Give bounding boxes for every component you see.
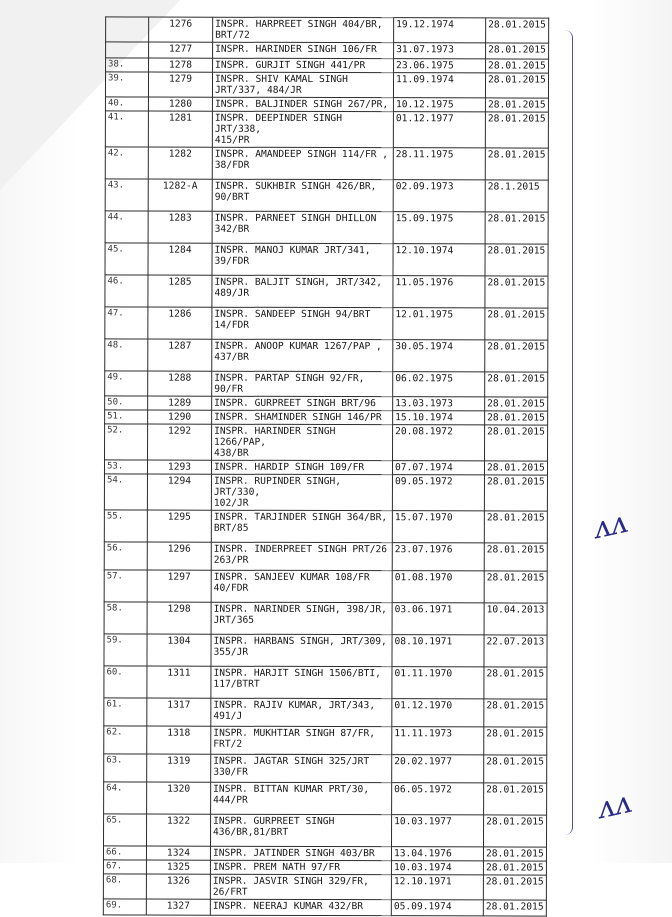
seniority-number-cell: 1281 xyxy=(148,111,212,147)
date-of-birth-cell: 09.05.1972 xyxy=(392,475,484,511)
promotion-date-cell: 28.01.2015 xyxy=(484,475,547,511)
table-row xyxy=(105,410,548,425)
seniority-number-cell: 1324 xyxy=(146,846,210,860)
serial-number-cell: 66. xyxy=(103,846,146,860)
serial-number-cell: 48. xyxy=(105,339,148,371)
table-row xyxy=(104,570,547,603)
table-row xyxy=(105,396,548,411)
serial-number-cell: 52. xyxy=(105,424,148,460)
name-cell: INSPR. HARINDER SINGH 106/FR xyxy=(213,42,394,58)
date-of-birth-cell: 05.09.1974 xyxy=(391,900,483,916)
table-row xyxy=(105,179,548,212)
promotion-date-cell: 28.01.2015 xyxy=(485,397,548,411)
table-row xyxy=(104,634,547,667)
seniority-number-cell: 1293 xyxy=(147,460,211,474)
name-cell: INSPR. HARPREET SINGH 404/BR, BRT/72 xyxy=(213,17,394,42)
serial-number-cell: 65. xyxy=(104,814,147,846)
date-of-birth-cell: 01.12.1977 xyxy=(393,112,485,148)
promotion-date-cell: 28.01.2015 xyxy=(484,667,547,699)
date-of-birth-cell: 11.09.1974 xyxy=(393,73,485,98)
name-cell: INSPR. SHIV KAMAL SINGH JRT/337, 484/JR xyxy=(212,72,393,97)
table-row xyxy=(105,339,548,372)
table-row xyxy=(104,782,547,815)
promotion-date-cell: 28.01.2015 xyxy=(484,571,547,603)
promotion-date-cell: 28.01.2015 xyxy=(485,73,548,98)
seniority-number-cell: 1322 xyxy=(147,814,211,846)
seniority-number-cell: 1288 xyxy=(148,371,212,396)
name-cell: INSPR. HARDIP SINGH 109/FR xyxy=(211,460,392,474)
serial-number-cell: 62. xyxy=(104,726,147,754)
table-row xyxy=(104,602,547,635)
promotion-date-cell: 28.01.2015 xyxy=(484,783,547,815)
date-of-birth-cell: 01.11.1970 xyxy=(392,667,484,699)
seniority-number-cell: 1320 xyxy=(147,782,211,814)
seniority-number-cell: 1279 xyxy=(148,72,212,97)
name-cell: INSPR. PARTAP SINGH 92/FR, 90/FR xyxy=(212,371,393,396)
serial-number-cell xyxy=(106,17,149,42)
serial-number-cell xyxy=(106,42,149,58)
name-cell: INSPR. RUPINDER SINGH, JRT/330, 102/JR xyxy=(211,474,392,510)
table-row xyxy=(105,147,548,180)
seniority-number-cell: 1311 xyxy=(147,666,211,698)
name-cell: INSPR. GURPREET SINGH BRT/96 xyxy=(212,396,393,410)
serial-number-cell: 39. xyxy=(105,72,148,97)
promotion-date-cell: 28.01.2015 xyxy=(485,212,548,244)
seniority-number-cell: 1297 xyxy=(147,570,211,602)
date-of-birth-cell: 20.08.1972 xyxy=(393,425,485,461)
date-of-birth-cell: 15.10.1974 xyxy=(393,411,485,425)
name-cell: INSPR. PARNEET SINGH DHILLON 342/BR xyxy=(212,211,393,243)
promotion-date-cell: 28.01.2015 xyxy=(486,18,549,43)
date-of-birth-cell: 13.03.1973 xyxy=(393,397,485,411)
promotion-date-cell: 28.01.2015 xyxy=(484,815,547,847)
promotion-date-cell: 28.01.2015 xyxy=(485,244,548,276)
serial-number-cell: 57. xyxy=(104,570,147,602)
name-cell: INSPR. BITTAN KUMAR PRT/30, 444/PR xyxy=(211,782,392,814)
serial-number-cell: 58. xyxy=(104,602,147,634)
seniority-number-cell: 1294 xyxy=(147,474,211,510)
promotion-date-cell: 28.01.2015 xyxy=(484,755,547,783)
serial-number-cell: 67. xyxy=(103,860,146,874)
table-row xyxy=(104,510,547,543)
table-row xyxy=(105,111,548,148)
serial-number-cell: 50. xyxy=(105,396,148,410)
promotion-date-cell: 28.1.2015 xyxy=(485,180,548,212)
date-of-birth-cell: 19.12.1974 xyxy=(394,18,486,43)
serial-number-cell: 64. xyxy=(104,782,147,814)
serial-number-cell: 51. xyxy=(105,410,148,424)
table-row xyxy=(103,860,546,875)
serial-number-cell: 55. xyxy=(104,510,147,542)
date-of-birth-cell: 12.10.1971 xyxy=(391,875,483,900)
table-row xyxy=(105,371,548,397)
name-cell: INSPR. JATINDER SINGH 403/BR xyxy=(210,846,391,860)
seniority-number-cell: 1292 xyxy=(148,424,212,460)
serial-number-cell: 54. xyxy=(104,474,147,510)
serial-number-cell: 40. xyxy=(105,97,148,111)
officer-list-body xyxy=(103,17,548,916)
serial-number-cell: 59. xyxy=(104,634,147,666)
promotion-date-cell: 28.01.2015 xyxy=(483,900,546,916)
name-cell: INSPR. DEEPINDER SINGH JRT/338, 415/PR xyxy=(212,111,393,147)
date-of-birth-cell: 11.05.1976 xyxy=(393,276,485,308)
serial-number-cell: 63. xyxy=(104,754,147,782)
promotion-date-cell: 28.01.2015 xyxy=(485,148,548,180)
seniority-number-cell: 1325 xyxy=(146,860,210,874)
table-row xyxy=(105,97,548,112)
name-cell: INSPR. PREM NATH 97/FR xyxy=(210,860,391,874)
date-of-birth-cell: 02.09.1973 xyxy=(393,180,485,212)
date-of-birth-cell: 06.05.1972 xyxy=(392,783,484,815)
table-row xyxy=(104,542,547,571)
serial-number-cell: 68. xyxy=(103,874,146,899)
date-of-birth-cell: 10.03.1977 xyxy=(392,815,484,847)
date-of-birth-cell: 28.11.1975 xyxy=(393,148,485,180)
seniority-number-cell: 1326 xyxy=(146,874,210,899)
seniority-number-cell: 1289 xyxy=(148,396,212,410)
promotion-date-cell: 22.07.2013 xyxy=(484,635,547,667)
table-row xyxy=(103,899,546,916)
seniority-number-cell: 1284 xyxy=(148,243,212,275)
table-row xyxy=(105,275,548,308)
date-of-birth-cell: 08.10.1971 xyxy=(392,635,484,667)
date-of-birth-cell: 15.07.1970 xyxy=(392,511,484,543)
date-of-birth-cell: 01.12.1970 xyxy=(392,699,484,727)
serial-number-cell: 41. xyxy=(105,111,148,147)
name-cell: INSPR. HARBANS SINGH, JRT/309, 355/JR xyxy=(211,634,392,666)
serial-number-cell: 69. xyxy=(103,899,146,915)
date-of-birth-cell: 12.10.1974 xyxy=(393,244,485,276)
name-cell: INSPR. TARJINDER SINGH 364/BR, BRT/85 xyxy=(211,510,392,542)
date-of-birth-cell: 23.07.1976 xyxy=(392,543,484,571)
date-of-birth-cell: 15.09.1975 xyxy=(393,212,485,244)
promotion-date-cell: 28.01.2015 xyxy=(485,372,548,397)
serial-number-cell: 47. xyxy=(105,307,148,339)
table-row xyxy=(105,211,548,244)
name-cell: INSPR. JASVIR SINGH 329/FR, 26/FRT xyxy=(210,874,391,899)
name-cell: INSPR. SANJEEV KUMAR 108/FR 40/FDR xyxy=(211,570,392,602)
name-cell: INSPR. HARJIT SINGH 1506/BTI, 117/BTRT xyxy=(211,666,392,698)
signature-mark: ᴧᴧ xyxy=(594,784,636,827)
name-cell: INSPR. MUKHTIAR SINGH 87/FR, FRT/2 xyxy=(211,726,392,754)
serial-number-cell: 49. xyxy=(105,371,148,396)
promotion-date-cell: 28.01.2015 xyxy=(484,727,547,755)
promotion-date-cell: 28.01.2015 xyxy=(486,59,549,73)
name-cell: INSPR. JAGTAR SINGH 325/JRT 330/FR xyxy=(211,754,392,782)
promotion-date-cell: 28.01.2015 xyxy=(485,112,548,148)
name-cell: INSPR. MANOJ KUMAR JRT/341, 39/FDR xyxy=(212,243,393,275)
promotion-date-cell: 28.01.2015 xyxy=(483,861,546,875)
name-cell: INSPR. SANDEEP SINGH 94/BRT 14/FDR xyxy=(212,307,393,339)
promotion-date-cell: 10.04.2013 xyxy=(484,603,547,635)
serial-number-cell: 53. xyxy=(104,460,147,474)
date-of-birth-cell: 31.07.1973 xyxy=(394,43,486,59)
name-cell: INSPR. BALJINDER SINGH 267/PR, xyxy=(212,97,393,111)
date-of-birth-cell: 23.06.1975 xyxy=(394,59,486,73)
promotion-date-cell: 28.01.2015 xyxy=(485,425,548,461)
name-cell: INSPR. NEERAJ KUMAR 432/BR xyxy=(210,899,391,915)
seniority-number-cell: 1290 xyxy=(148,410,212,424)
table-row xyxy=(105,424,548,461)
serial-number-cell: 42. xyxy=(105,147,148,179)
seniority-number-cell: 1285 xyxy=(148,275,212,307)
seniority-number-cell: 1276 xyxy=(149,17,213,42)
officer-list-table xyxy=(103,16,549,916)
signature-mark: ᴧᴧ xyxy=(590,504,632,547)
date-of-birth-cell: 03.06.1971 xyxy=(392,603,484,635)
promotion-date-cell: 28.01.2015 xyxy=(483,875,546,900)
date-of-birth-cell: 10.03.1974 xyxy=(391,861,483,875)
table-row xyxy=(104,698,547,727)
promotion-date-cell: 28.01.2015 xyxy=(486,43,549,59)
serial-number-cell: 56. xyxy=(104,542,147,570)
table-row xyxy=(105,72,548,98)
table-row xyxy=(106,42,549,59)
seniority-number-cell: 1317 xyxy=(147,698,211,726)
promotion-date-cell: 28.01.2015 xyxy=(484,511,547,543)
date-of-birth-cell: 07.07.1974 xyxy=(392,461,484,475)
name-cell: INSPR. INDERPREET SINGH PRT/26 263/PR xyxy=(211,542,392,570)
name-cell: INSPR. BALJIT SINGH, JRT/342, 489/JR xyxy=(212,275,393,307)
serial-number-cell: 43. xyxy=(105,179,148,211)
seniority-number-cell: 1282-A xyxy=(148,179,212,211)
name-cell: INSPR. NARINDER SINGH, 398/JR, JRT/365 xyxy=(211,602,392,634)
date-of-birth-cell: 13.04.1976 xyxy=(391,847,483,861)
table-row xyxy=(105,307,548,340)
margin-bracket-line xyxy=(556,30,573,835)
name-cell: INSPR. HARINDER SINGH 1266/PAP, 438/BR xyxy=(212,424,393,460)
seniority-number-cell: 1283 xyxy=(148,211,212,243)
name-cell: INSPR. SHAMINDER SINGH 146/PR xyxy=(212,410,393,424)
name-cell: INSPR. ANOOP KUMAR 1267/PAP , 437/BR xyxy=(212,339,393,371)
table-row xyxy=(104,666,547,699)
date-of-birth-cell: 12.01.1975 xyxy=(393,308,485,340)
date-of-birth-cell: 06.02.1975 xyxy=(393,372,485,397)
promotion-date-cell: 28.01.2015 xyxy=(485,276,548,308)
promotion-date-cell: 28.01.2015 xyxy=(485,340,548,372)
seniority-number-cell: 1318 xyxy=(147,726,211,754)
table-row xyxy=(105,243,548,276)
name-cell: INSPR. GURPREET SINGH 436/BR,81/BRT xyxy=(211,814,392,846)
promotion-date-cell: 28.01.2015 xyxy=(485,98,548,112)
table-row xyxy=(104,754,547,783)
date-of-birth-cell: 20.02.1977 xyxy=(392,755,484,783)
name-cell: INSPR. AMANDEEP SINGH 114/FR , 38/FDR xyxy=(212,147,393,179)
serial-number-cell: 45. xyxy=(105,243,148,275)
name-cell: INSPR. GURJIT SINGH 441/PR xyxy=(213,58,394,72)
promotion-date-cell: 28.01.2015 xyxy=(485,308,548,340)
table-row xyxy=(103,874,546,900)
serial-number-cell: 44. xyxy=(105,211,148,243)
table-row xyxy=(103,846,546,861)
name-cell: INSPR. SUKHBIR SINGH 426/BR, 90/BRT xyxy=(212,179,393,211)
seniority-number-cell: 1278 xyxy=(149,58,213,72)
seniority-number-cell: 1298 xyxy=(147,602,211,634)
date-of-birth-cell: 01.08.1970 xyxy=(392,571,484,603)
seniority-number-cell: 1295 xyxy=(147,510,211,542)
seniority-number-cell: 1286 xyxy=(148,307,212,339)
date-of-birth-cell: 11.11.1973 xyxy=(392,727,484,755)
promotion-date-cell: 28.01.2015 xyxy=(484,543,547,571)
table-row xyxy=(104,726,547,755)
seniority-number-cell: 1327 xyxy=(146,899,210,915)
promotion-date-cell: 28.01.2015 xyxy=(484,699,547,727)
serial-number-cell: 46. xyxy=(105,275,148,307)
date-of-birth-cell: 10.12.1975 xyxy=(393,98,485,112)
table-row xyxy=(104,474,547,511)
table-row xyxy=(106,58,549,73)
seniority-number-cell: 1287 xyxy=(148,339,212,371)
seniority-number-cell: 1280 xyxy=(148,97,212,111)
serial-number-cell: 61. xyxy=(104,698,147,726)
seniority-number-cell: 1282 xyxy=(148,147,212,179)
promotion-date-cell: 28.01.2015 xyxy=(484,461,547,475)
serial-number-cell: 60. xyxy=(104,666,147,698)
table-row xyxy=(104,814,547,847)
promotion-date-cell: 28.01.2015 xyxy=(483,847,546,861)
table-row xyxy=(106,17,549,43)
promotion-date-cell: 28.01.2015 xyxy=(485,411,548,425)
table-row xyxy=(104,460,547,475)
name-cell: INSPR. RAJIV KUMAR, JRT/343, 491/J xyxy=(211,698,392,726)
seniority-number-cell: 1277 xyxy=(149,42,213,58)
seniority-number-cell: 1296 xyxy=(147,542,211,570)
seniority-number-cell: 1304 xyxy=(147,634,211,666)
date-of-birth-cell: 30.05.1974 xyxy=(393,340,485,372)
seniority-number-cell: 1319 xyxy=(147,754,211,782)
serial-number-cell: 38. xyxy=(106,58,149,72)
